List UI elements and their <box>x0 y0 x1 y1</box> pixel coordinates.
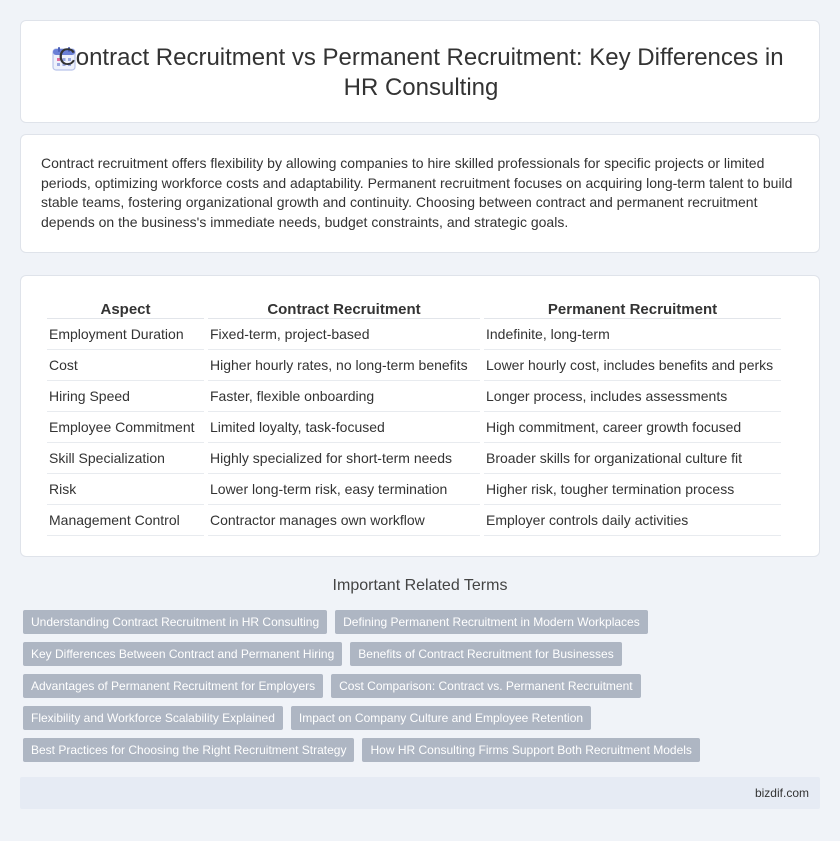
table-row <box>47 505 781 536</box>
tag-row <box>23 738 823 762</box>
related-terms-heading: Important Related Terms <box>332 577 508 594</box>
table-cell: Highly specialized for short-term needs <box>208 443 480 474</box>
related-term-link[interactable]: Flexibility and Workforce Scalability Explained <box>23 706 283 730</box>
tag-row <box>23 674 823 698</box>
comparison-table <box>43 296 785 536</box>
related-term-link[interactable]: Best Practices for Choosing the Right Recruitment Strategy <box>23 738 354 762</box>
table-cell: Limited loyalty, task-focused <box>208 412 480 443</box>
table-cell: Higher hourly rates, no long-term benefits <box>208 350 480 381</box>
intro-paragraph: Contract recruitment offers flexibility by allowing companies to hire skilled professionals for specific projects or limited periods, optimizing workforce costs and adaptability. Permanent recruitment focuses on acquiring long-term talent to build stable teams, fostering organizational growth and continuity. Choosing between contract and permanent recruitment depends on the business's immediate needs, budget constraints, and strategic goals. <box>41 155 793 230</box>
table-row <box>47 319 781 350</box>
table-row <box>47 412 781 443</box>
related-term-link[interactable]: Understanding Contract Recruitment in HR Consulting <box>23 610 327 634</box>
table-cell: Employment Duration <box>47 319 204 350</box>
page-title: Contract Recruitment vs Permanent Recruitment: Key Differences in HR Consulting <box>58 44 784 101</box>
table-cell: Skill Specialization <box>47 443 204 474</box>
related-term-link[interactable]: How HR Consulting Firms Support Both Recruitment Models <box>362 738 699 762</box>
column-header-contract: Contract Recruitment <box>208 296 480 319</box>
table-cell: Broader skills for organizational culture fit <box>484 443 781 474</box>
table-row <box>47 350 781 381</box>
related-term-link[interactable]: Cost Comparison: Contract vs. Permanent Recruitment <box>331 674 640 698</box>
header-card <box>20 20 820 123</box>
table-cell: Faster, flexible onboarding <box>208 381 480 412</box>
tag-row <box>23 706 823 730</box>
table-cell: Risk <box>47 474 204 505</box>
table-cell: Hiring Speed <box>47 381 204 412</box>
footer-bar <box>20 777 820 809</box>
comparison-table-card <box>20 275 820 557</box>
table-cell: Lower long-term risk, easy termination <box>208 474 480 505</box>
column-header-permanent: Permanent Recruitment <box>484 296 781 319</box>
table-cell: High commitment, career growth focused <box>484 412 781 443</box>
site-name[interactable]: bizdif.com <box>754 786 809 800</box>
related-term-link[interactable]: Defining Permanent Recruitment in Modern Workplaces <box>335 610 648 634</box>
tag-row <box>23 642 823 666</box>
table-cell: Longer process, includes assessments <box>484 381 781 412</box>
table-cell: Management Control <box>47 505 204 536</box>
table-cell: Higher risk, tougher termination process <box>484 474 781 505</box>
column-header-aspect: Aspect <box>47 296 204 319</box>
related-terms-list <box>23 610 823 770</box>
table-row <box>47 474 781 505</box>
related-term-link[interactable]: Impact on Company Culture and Employee Retention <box>291 706 591 730</box>
tag-row <box>23 610 823 634</box>
table-cell: Employee Commitment <box>47 412 204 443</box>
table-cell: Lower hourly cost, includes benefits and perks <box>484 350 781 381</box>
table-cell: Cost <box>47 350 204 381</box>
table-cell: Indefinite, long-term <box>484 319 781 350</box>
intro-card <box>20 134 820 253</box>
table-header-row <box>47 296 781 319</box>
related-term-link[interactable]: Key Differences Between Contract and Permanent Hiring <box>23 642 342 666</box>
related-term-link[interactable]: Benefits of Contract Recruitment for Businesses <box>350 642 621 666</box>
table-row <box>47 443 781 474</box>
table-cell: Contractor manages own workflow <box>208 505 480 536</box>
table-row <box>47 381 781 412</box>
related-term-link[interactable]: Advantages of Permanent Recruitment for Employers <box>23 674 323 698</box>
table-cell: Fixed-term, project-based <box>208 319 480 350</box>
table-cell: Employer controls daily activities <box>484 505 781 536</box>
